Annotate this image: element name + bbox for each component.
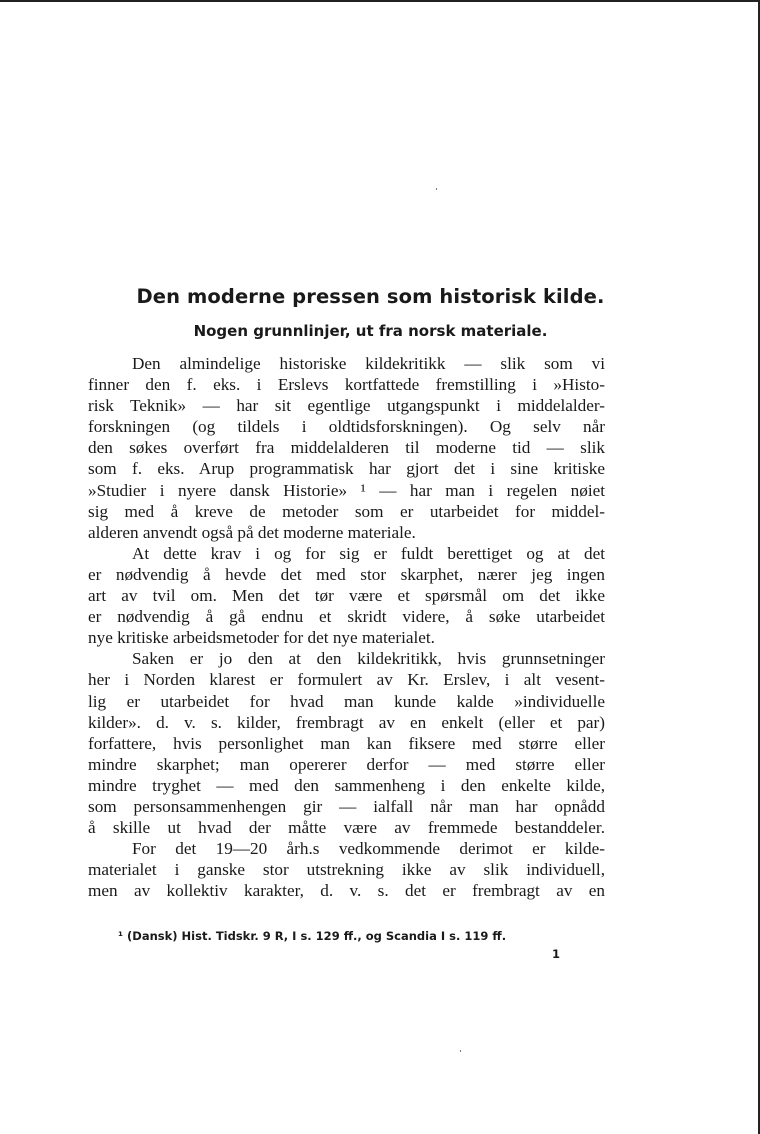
text-line: At dette krav i og for sig er fuldt berettiget og at det — [132, 543, 605, 563]
text-line: er nødvendig å hevde det med stor skarphet, nærer jeg ingen — [88, 564, 605, 584]
text-line: »Studier i nyere dansk Historie» ¹ — har man i regelen nøiet — [88, 480, 605, 500]
text-line: kilder». d. v. s. kilder, frembragt av en enkelt (eller et par) — [88, 712, 605, 732]
text-line: å skille ut hvad der måtte være av fremmede bestanddeler. — [88, 818, 605, 838]
text-line: Saken er jo den at den kildekritikk, hvis grunnsetninger — [132, 649, 605, 669]
text-line: den søkes overført fra middelalderen til moderne tid — slik — [88, 438, 605, 458]
text-line: Den almindelige historiske kildekritikk — slik som vi — [132, 354, 605, 373]
text-line: sig med å kreve de metoder som er utarbeidet for middel- — [88, 501, 605, 521]
text-line: her i Norden klarest er formulert av Kr. Erslev, i alt vesent- — [88, 670, 605, 690]
text-line: art av tvil om. Men det tør være et spørsmål om det ikke — [88, 586, 605, 606]
text-line: lig er utarbeidet for hvad man kunde kalde »individuelle — [88, 691, 605, 711]
footnote: ¹ (Dansk) Hist. Tidskr. 9 R, I s. 129 ff., og Scandia I s. 119 ff. — [118, 929, 507, 943]
body-text — [88, 353, 605, 901]
article-subtitle: Nogen grunnlinjer, ut fra norsk materiale. — [193, 322, 548, 340]
text-line: forfattere, hvis personlighet man kan fiksere med større eller — [88, 733, 605, 753]
text-line: mindre skarphet; man opererer derfor — med større eller — [88, 754, 605, 774]
text-line: nye kritiske arbeidsmetoder for det nye materialet. — [88, 628, 435, 648]
text-line: forskningen (og tildels i oldtidsforskningen). Og selv når — [88, 417, 605, 437]
text-line: alderen anvendt også på det moderne materiale. — [88, 522, 416, 542]
scan-speck — [460, 1050, 461, 1052]
text-line: men av kollektiv karakter, d. v. s. det er frembragt av en — [88, 881, 605, 901]
text-line: er nødvendig å gå endnu et skridt videre, å søke utarbeidet — [88, 607, 605, 627]
scan-edge-top — [0, 0, 760, 2]
text-line: finner den f. eks. i Erslevs kortfattede fremstilling i »Histo- — [88, 375, 605, 395]
article-title: Den moderne pressen som historisk kilde. — [136, 285, 605, 308]
text-line: mindre tryghet — med den sammenheng i den enkelte kilde, — [88, 775, 605, 795]
text-line: som personsammenhengen gir — ialfall når man har opnådd — [88, 796, 605, 816]
text-line: som f. eks. Arup programmatisk har gjort det i sine kritiske — [88, 459, 605, 479]
scan-speck — [436, 188, 437, 190]
page-number: 1 — [551, 947, 560, 961]
text-line: For det 19—20 årh.s vedkommende derimot er kilde- — [132, 839, 605, 859]
text-line: materialet i ganske stor utstrekning ikke av slik individuell, — [88, 860, 605, 880]
text-line: risk Teknik» — har sit egentlige utgangspunkt i middelalder- — [88, 396, 605, 416]
